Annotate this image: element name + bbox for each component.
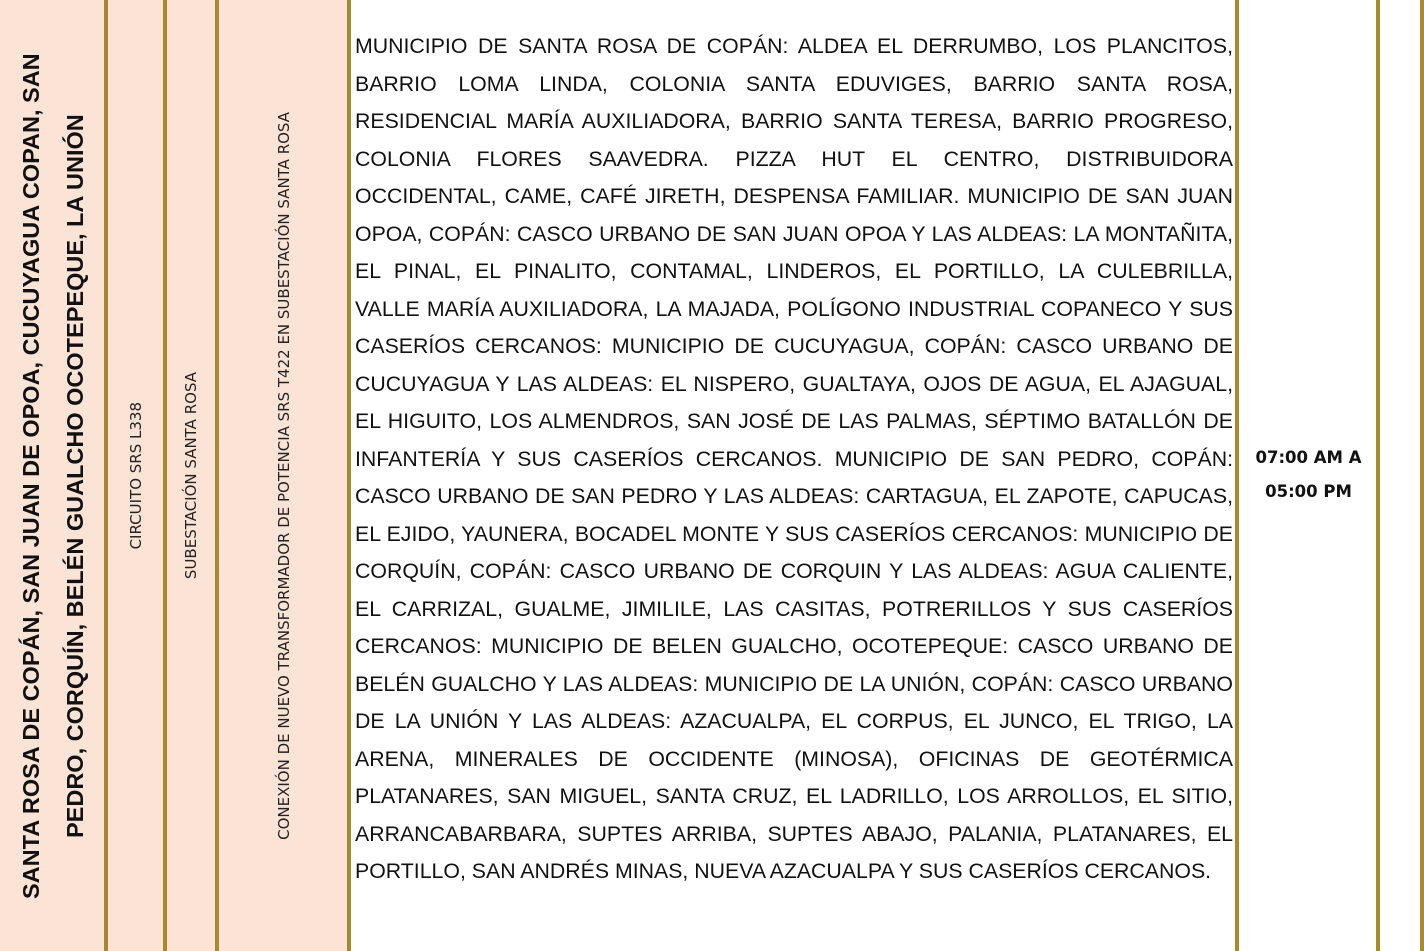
affected-areas-text: MUNICIPIO DE SANTA ROSA DE COPÁN: ALDEA EL DERRUMBO, LOS PLANCITOS, BARRIO LOMA LINDA, COLONIA SANTA EDUVIGES, BARRIO SANTA ROSA, RESIDENCIAL MARÍA AUXILIADORA, BARRIO SANTA TERESA, BARRIO PROGRESO, COLONIA FLORES SAAVEDRA. PIZZA HUT EL CENTRO, DISTRIBUIDORA OCCIDENTAL, CAME, CAFÉ JIRETH, DESPENSA FAMILIAR. MUNICIPIO DE SAN JUAN OPOA, COPÁN: CASCO URBANO DE SAN JUAN OPOA Y LAS ALDEAS: LA MONTAÑITA, EL PINAL, EL PINALITO, CONTAMAL, LINDEROS, EL PORTILLO, LA CULEBRILLA, VALLE MARÍA AUXILIADORA, LA MAJADA, POLÍGONO INDUSTRIAL COPANECO Y SUS CASERÍOS CERCANOS: MUNICIPIO DE CUCUYAGUA, COPÁN: CASCO URBANO DE CUCUYAGUA Y LAS ALDEAS: EL NISPERO, GUALTAYA, OJOS DE AGUA, EL AJAGUAL, EL HIGUITO, LOS ALMENDROS, SAN JOSÉ DE LAS PALMAS, SÉPTIMO BATALLÓN DE INFANTERÍA Y SUS CASERÍOS CERCANOS. MUNICIPIO DE SAN PEDRO, COPÁN: CASCO URBANO DE SAN PEDRO Y LAS ALDEAS: CARTAGUA, EL ZAPOTE, CAPUCAS, EL EJIDO, YAUNERA, BOCADEL MONTE Y SUS CASERÍOS CERCANOS: MUNICIPIO DE CORQUÍN, COPÁN: CASCO URBANO DE CORQUIN Y LAS ALDEAS: AGUA CALIENTE, EL CARRIZAL, GUALME, JIMILILE, LAS CASITAS, POTRERILLOS Y SUS CASERÍOS CERCANOS: MUNICIPIO DE BELEN GUALCHO, OCOTEPEQUE: CASCO URBANO DE BELÉN GUALCHO Y LAS ALDEAS: MUNICIPIO DE LA UNIÓN, COPÁN: CASCO URBANO DE LA UNIÓN Y LAS ALDEAS: AZACUALPA, EL CORPUS, EL JUNCO, EL TRIGO, LA ARENA, MINERALES DE OCCIDENTE (MINOSA), OFICINAS DE GEOTÉRMICA PLATANARES, SAN MIGUEL, SANTA CRUZ, EL LADRILLO, LOS ARROLLOS, EL SITIO, ARRANCABARBARA, SUPTES ARRIBA, SUPTES ABAJO, PALANIA, PLATANARES, EL PORTILLO, SAN ANDRÉS MINAS, NUEVA AZACUALPA Y SUS CASERÍOS CERCANOS. — [355, 34, 1233, 883]
work-text: CONEXIÓN DE NUEVO TRANSFORMADOR DE POTENCIA SRS T422 EN SUBESTACIÓN SANTA ROSA — [274, 111, 293, 840]
extra-cell — [1380, 0, 1420, 951]
work-cell — [219, 0, 348, 951]
sector-cell — [0, 0, 105, 951]
schedule-start: 07:00 AM A — [1255, 448, 1362, 467]
circuit-cell — [108, 0, 163, 951]
substation-text: SUBESTACIÓN SANTA ROSA — [182, 371, 200, 580]
column-divider — [1420, 0, 1424, 951]
schedule-end: 05:00 PM — [1265, 482, 1352, 501]
circuit-text: CIRCUITO SRS L338 — [126, 401, 145, 550]
schedule-text — [1240, 441, 1377, 509]
sector-text: SANTA ROSA DE COPÁN, SAN JUAN DE OPOA, CUCUYAGUA COPAN, SAN PEDRO, CORQUÍN, BELÉN GUALCHO OCOTEPEQUE, LA UNIÓN — [17, 52, 88, 899]
substation-cell — [167, 0, 215, 951]
